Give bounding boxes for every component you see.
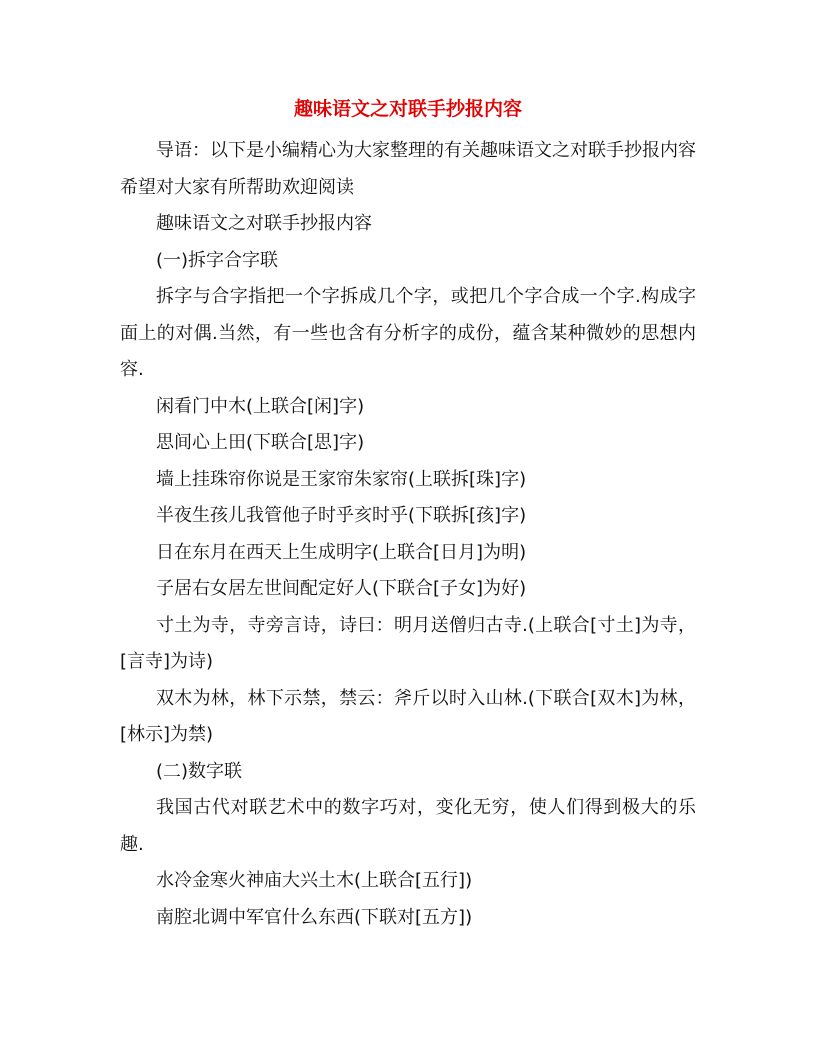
body-paragraph: 拆字与合字指把一个字拆成几个字，或把几个字合成一个字.构成字面上的对偶.当然，有一些也含有分析字的成份，蕴含某种微妙的思想内容. [120, 286, 696, 380]
couplet-line: 日在东月在西天上生成明字(上联合[日月]为明) [156, 541, 527, 563]
couplet-line: 水冷金寒火神庙大兴土木(上联合[五行]) [156, 870, 473, 891]
section-heading-1: (一)拆字合字联 [156, 249, 279, 271]
document-body [120, 133, 696, 936]
couplet-line: 闲看门中木(上联合[闲]字) [156, 395, 365, 417]
body-paragraph: 我国古代对联艺术中的数字巧对，变化无穷，使人们得到极大的乐趣. [120, 797, 696, 855]
couplet-line: 寸土为寺，寺旁言诗，诗曰：明月送僧归古寺.(上联合[寸土]为寺，[言寺]为诗) [120, 614, 696, 672]
subtitle-line: 趣味语文之对联手抄报内容 [156, 213, 372, 234]
couplet-line: 子居右女居左世间配定好人(下联合[子女]为好) [156, 578, 527, 599]
intro-paragraph: 导语：以下是小编精心为大家整理的有关趣味语文之对联手抄报内容希望对大家有所帮助欢迎阅读 [120, 140, 696, 198]
couplet-line: 半夜生孩儿我管他子时乎亥时乎(下联拆[孩]字) [156, 505, 527, 526]
couplet-line: 南腔北调中军官什么东西(下联对[五方]) [156, 906, 473, 928]
section-heading-2: (二)数字联 [156, 760, 243, 782]
couplet-line: 墙上挂珠帘你说是王家帘朱家帘(上联拆[珠]字) [156, 468, 527, 490]
document-title: 趣味语文之对联手抄报内容 [293, 98, 522, 120]
couplet-line: 双木为林，林下示禁，禁云：斧斤以时入山林.(下联合[双木]为林，[林示]为禁) [120, 687, 696, 745]
couplet-line: 思间心上田(下联合[思]字) [156, 432, 365, 453]
